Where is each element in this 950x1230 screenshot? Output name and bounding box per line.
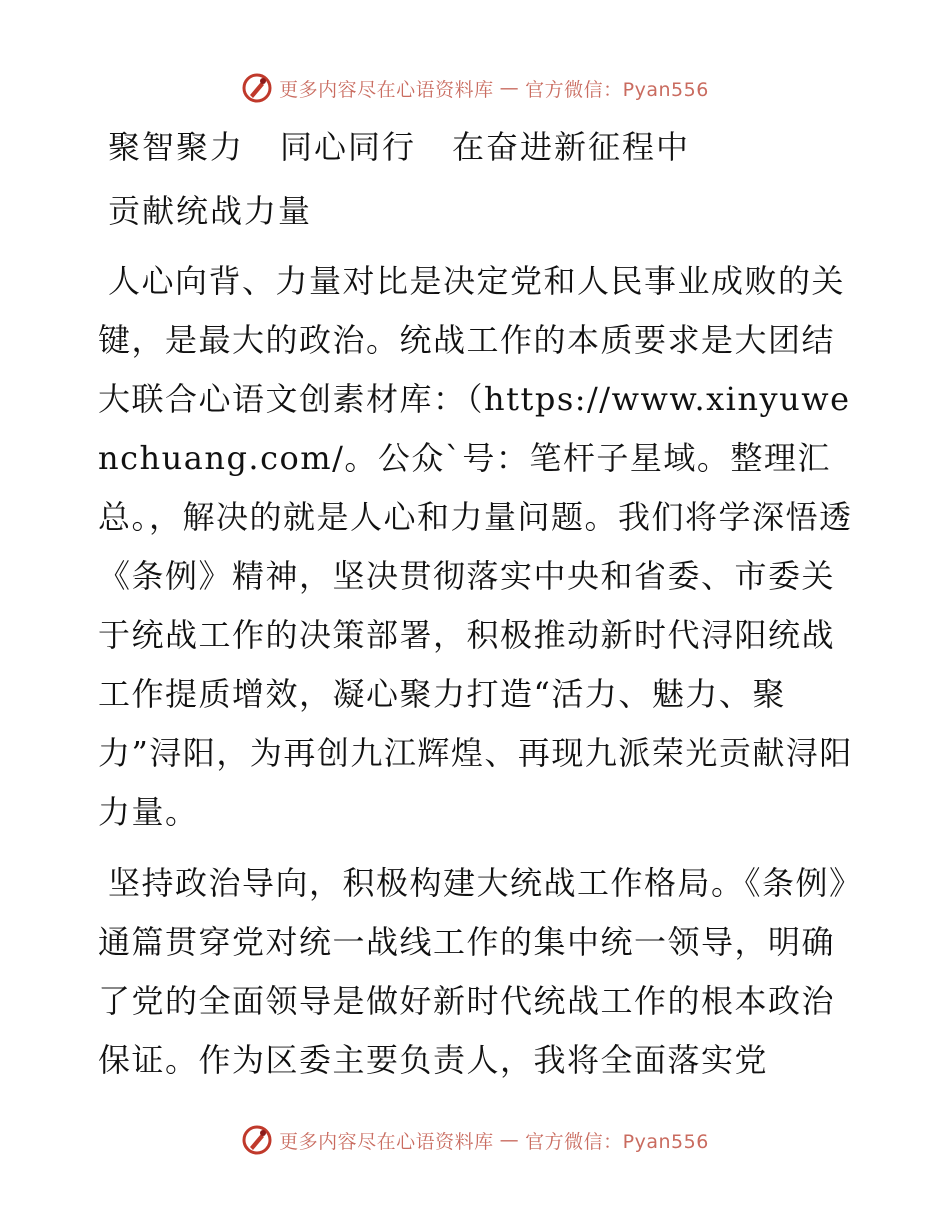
watermark-separator: — — [499, 1129, 520, 1151]
document-title-line-1 — [108, 124, 858, 170]
title-part-1: 聚智聚力 — [108, 128, 245, 166]
document-title-line-2: 贡献统战力量 — [108, 192, 313, 230]
pen-logo-icon — [241, 72, 273, 104]
watermark-text: 更多内容尽在心语资料库 — [279, 1130, 494, 1153]
paragraph-1: 人心向背、力量对比是决定党和人民事业成败的关键，是最大的政治。统战工作的本质要求是大团结大联合心语文创素材库：（https://www.xinyuwenchuang.com/。公众`号：笔杆子星域。整理汇总。，解决的就是人心和力量问题。我们将学深悟透《条例》精神，坚决贯彻落实中央和省委、市委关于统战工作的决策部署，积极推动新时代浔阳统战工作提质增效，凝心聚力打造“活力、魅力、聚力”浔阳，为再创九江辉煌、再现九派荣光贡献浔阳力量。 — [98, 262, 853, 831]
footer-watermark — [0, 1120, 950, 1160]
watermark-separator: — — [499, 77, 520, 99]
title-part-3: 在奋进新征程中 — [452, 128, 691, 166]
header-watermark — [0, 68, 950, 108]
watermark-text: 更多内容尽在心语资料库 — [279, 78, 494, 101]
paragraph-2: 坚持政治导向，积极构建大统战工作格局。《条例》通篇贯穿党对统一战线工作的集中统一领导，明确了党的全面领导是做好新时代统战工作的根本政治保证。作为区委主要负责人，我将全面落实党 — [98, 864, 847, 1079]
pen-logo-icon — [241, 1124, 273, 1156]
document-body — [98, 124, 858, 1102]
title-part-2: 同心同行 — [280, 128, 417, 166]
watermark-wechat: 官方微信：Pyan556 — [525, 1130, 709, 1153]
watermark-wechat: 官方微信：Pyan556 — [525, 78, 709, 101]
